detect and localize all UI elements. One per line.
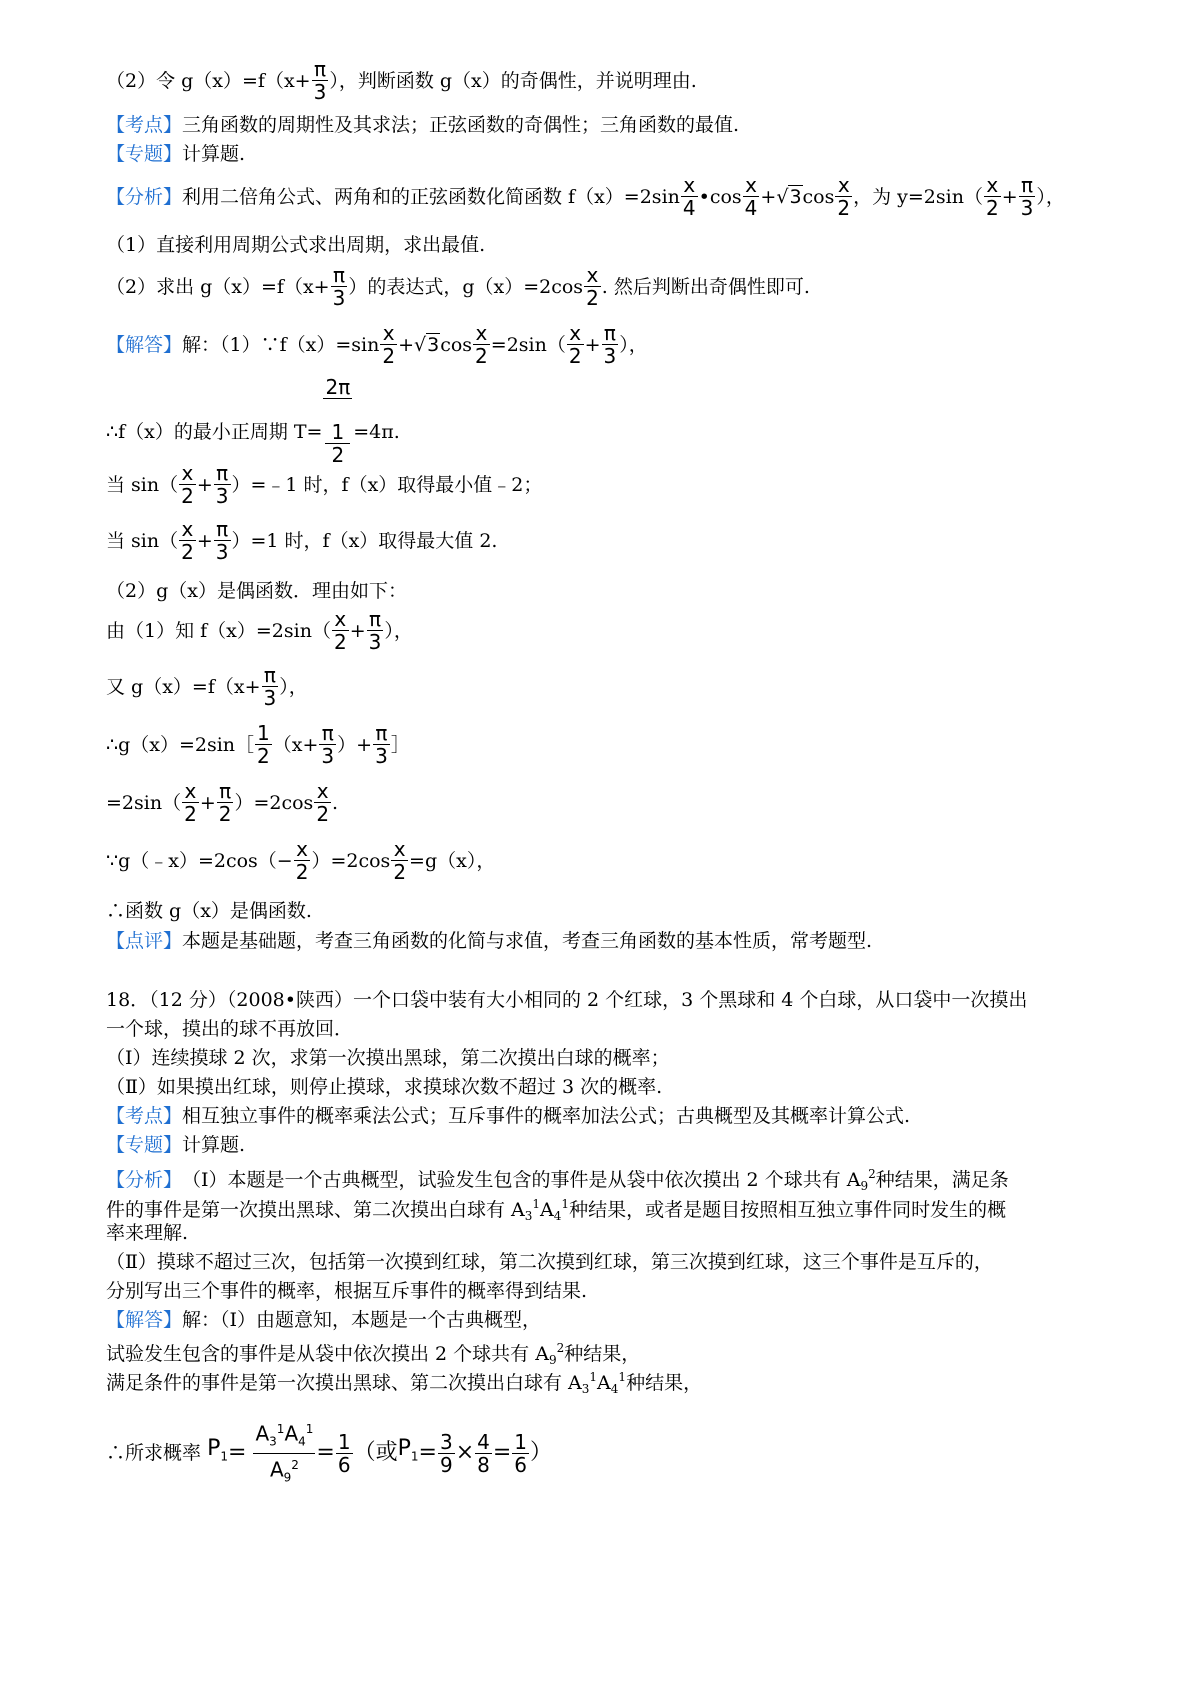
q18-fenxi-2: 件的事件是第一次摸出黑球、第二次摸出白球有 $A_3^1A_4^1$种结果，或者是题目按照相互独立事件同时发生的概	[106, 1197, 1007, 1224]
q18-jieda-1: 【解答】解：（Ⅰ）由题意知，本题是一个古典概型，	[106, 1309, 542, 1331]
q18-zhuanti: 【专题】计算题.	[106, 1134, 246, 1156]
q18-fenxi-5: 分别写出三个事件的概率，根据互斥事件的概率得到结果.	[106, 1280, 588, 1302]
q18-fenxi-3: 率来理解.	[106, 1222, 189, 1244]
q18-kaodian: 【考点】相互独立事件的概率乘法公式；互斥事件的概率加法公式；古典概型及其概率计算公式.	[106, 1105, 911, 1127]
q18-part1: （Ⅰ）连续摸球 2 次，求第一次摸出黑球，第二次摸出白球的概率；	[106, 1047, 670, 1069]
q17-fenxi-1: （1）直接利用周期公式求出周期，求出最值.	[106, 234, 486, 256]
q17-g-expr: ∴g（x）=2sin［ $\frac{1}{2}$ （x+ $\frac{\pi}{3}$ ）+ $\frac{\pi}{3}$ ］	[106, 721, 410, 768]
dianping-tag: 【点评】	[106, 930, 183, 952]
q17-from1: 由（1）知 f（x）=2sin（ $\frac{x}{2}$ + $\frac{\pi}{3}$ ），	[106, 607, 413, 654]
zhuanti-tag: 【专题】	[106, 143, 183, 165]
q17-max-line: 当 sin（ $\frac{x}{2}$ + $\frac{\pi}{3}$ ）=1 时，f（x）取得最大值 2.	[106, 517, 498, 564]
q18-part2: （Ⅱ）如果摸出红球，则停止摸球，求摸球次数不超过 3 次的概率.	[106, 1076, 663, 1098]
prob-fraction: $\frac{A_3^1A_4^1}{A_9^2}$	[253, 1418, 315, 1488]
q17-zhuanti: 【专题】计算题.	[106, 143, 246, 165]
q18-fenxi-4: （Ⅱ）摸球不超过三次，包括第一次摸到红球，第二次摸到红球，第三次摸到红球，这三个事件是互斥的，	[106, 1251, 993, 1273]
kaodian-tag: 【考点】	[106, 114, 183, 136]
q17-min-line: 当 sin（ $\frac{x}{2}$ + $\frac{\pi}{3}$ ）=﹣1 时，f（x）取得最小值﹣2；	[106, 461, 543, 508]
q17-dianping: 【点评】本题是基础题，考查三角函数的化简与求值，考查三角函数的基本性质，常考题型.	[106, 930, 873, 952]
q17-fenxi: 【分析】利用二倍角公式、两角和的正弦函数化简函数 f（x）=2sin $\frac{x}{4}$ •cos $\frac{x}{4}$ +√3cos $\frac{x}{2}$ ，为 y=2sin（ $\frac{x}{2}$ + $\frac{\pi}{3}$ ），	[106, 173, 1065, 220]
q17-jieda-1: 【解答】解：（1）∵f（x）=sin $\frac{x}{2}$ +√3cos $\frac{x}{2}$ =2sin（ $\frac{x}{2}$ + $\frac{\pi}{3}$ ），	[106, 321, 648, 368]
q17-g-neg: ∵g（﹣x）=2cos（− $\frac{x}{2}$ ）=2cos $\frac{x}{2}$ =g（x），	[106, 837, 496, 884]
fenxi-tag: 【分析】	[106, 185, 183, 208]
q17-conclusion: ∴函数 g（x）是偶函数.	[106, 900, 312, 922]
sqrt-symbol: √3	[776, 185, 802, 208]
q18-jieda-3: 满足条件的事件是第一次摸出黑球、第二次摸出白球有 $A_3^1A_4^1$种结果，	[106, 1370, 703, 1397]
q17-fenxi-2: （2）求出 g（x）=f（x+ $\frac{\pi}{3}$ ）的表达式，g（x）=2cos $\frac{x}{2}$ . 然后判断出奇偶性即可.	[106, 263, 810, 310]
q17-kaodian: 【考点】三角函数的周期性及其求法；正弦函数的奇偶性；三角函数的最值.	[106, 114, 740, 136]
q17-g-simpl: =2sin（ $\frac{x}{2}$ + $\frac{\pi}{2}$ ）=2cos $\frac{x}{2}$ .	[106, 779, 339, 826]
q18-fenxi-1: 【分析】（Ⅰ）本题是一个古典概型，试验发生包含的事件是从袋中依次摸出 2 个球共有 $A_9^2$种结果，满足条	[106, 1167, 1009, 1194]
q18-probability: ∴所求概率 $P_1=$ $\frac{A_3^1A_4^1}{A_9^2}$ = $\frac{1}{6}$ （或$P_1=$ $\frac{3}{9}$ × $\frac{4}{8}$ = $\frac{1}{6}$ ）	[106, 1418, 552, 1488]
q18-stem-2: 一个球，摸出的球不再放回．	[106, 1018, 354, 1040]
fraction: $\frac{\pi}{3}$	[313, 57, 327, 104]
q17-period: ∴f（x）的最小正周期 T= 2π 1 2 =4π.	[106, 375, 400, 467]
q17-part2-prompt: （2）令 g（x）=f（x+ $\frac{\pi}{3}$ ），判断函数 g（x）的奇偶性，并说明理由.	[106, 57, 697, 104]
q17-also: 又 g（x）=f（x+ $\frac{\pi}{3}$ ），	[106, 663, 308, 710]
q18-stem-1: 18．（12 分）（2008•陕西）一个口袋中装有大小相同的 2 个红球，3 个黑球和 4 个白球，从口袋中一次摸出	[106, 989, 1028, 1011]
jieda-tag: 【解答】	[106, 333, 183, 356]
q17-even-intro: （2）g（x）是偶函数．理由如下：	[106, 580, 407, 602]
q18-jieda-2: 试验发生包含的事件是从袋中依次摸出 2 个球共有 $A_9^2$种结果，	[106, 1341, 641, 1368]
